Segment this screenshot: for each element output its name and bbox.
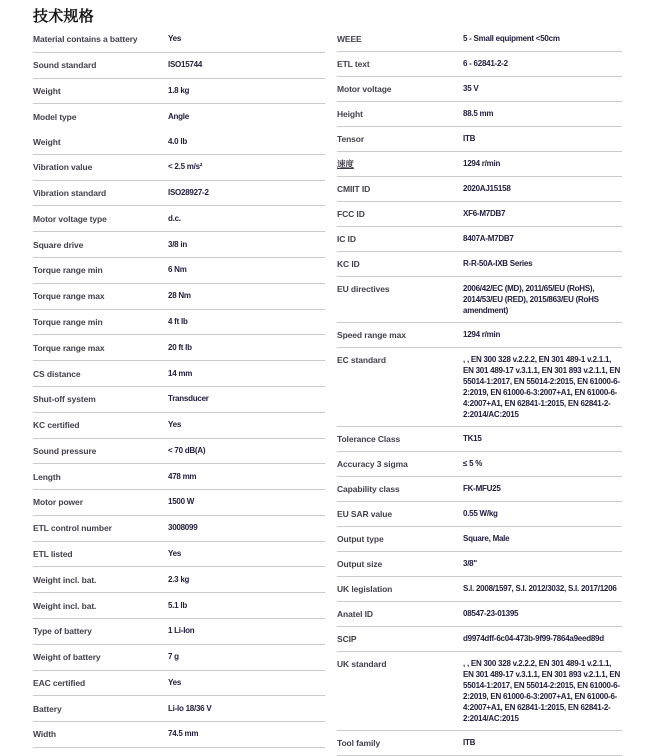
- spec-value: 3008099: [168, 523, 198, 533]
- spec-value: , , EN 300 328 v.2.2.2, EN 301 489-1 v.2.1.1, EN 301 489-17 v.3.1.1, EN 301 893 v.2.1.1, EN 55014-1:2017, EN 55014-2:2015, EN 61000-6-2:2019, EN 61000-6-3:2007+A1, EN 61000-6-4:2007+A1, EN 62841-1:2015, EN 62841-2-2:2014/AC:2015: [463, 659, 621, 723]
- spec-value: 14 mm: [168, 368, 193, 378]
- spec-row: [33, 464, 325, 490]
- spec-label: ETL listed: [33, 549, 73, 560]
- spec-row: [33, 387, 325, 413]
- spec-label: Width: [33, 729, 57, 740]
- spec-value: 1500 W: [168, 497, 195, 507]
- spec-value: 4 ft lb: [168, 316, 188, 326]
- spec-label-translated-term[interactable]: 速度: [337, 159, 354, 169]
- spec-value: 4.0 lb: [168, 136, 187, 146]
- spec-value: 6 - 62841-2-2: [463, 59, 508, 68]
- spec-row: [33, 335, 325, 361]
- spec-value: Yes: [168, 420, 182, 430]
- spec-value: 35 V: [463, 84, 479, 93]
- spec-label: Motor power: [33, 497, 83, 508]
- spec-row: [337, 323, 622, 348]
- spec-label: Length: [33, 471, 61, 482]
- spec-value: 1294 r/min: [463, 159, 501, 168]
- spec-label: WEEE: [337, 34, 362, 44]
- spec-value: < 70 dB(A): [168, 445, 206, 455]
- spec-row: [337, 477, 622, 502]
- spec-label: Anatel ID: [337, 609, 373, 619]
- spec-table-right: [337, 27, 622, 756]
- spec-value: Square, Male: [463, 534, 510, 543]
- spec-label: EU directives: [337, 284, 390, 294]
- spec-value: Yes: [168, 549, 182, 559]
- spec-row: [337, 602, 622, 627]
- spec-label: Motor voltage type: [33, 213, 107, 224]
- spec-label: KC ID: [337, 259, 360, 269]
- spec-row: [337, 52, 622, 77]
- spec-label: Square drive: [33, 239, 84, 250]
- spec-label: FCC ID: [337, 209, 365, 219]
- spec-columns: [33, 27, 634, 756]
- spec-label: UK standard: [337, 659, 387, 669]
- spec-value: 2020AJ15158: [463, 184, 511, 193]
- spec-label: Torque range max: [33, 342, 105, 353]
- spec-label: Vibration value: [33, 162, 93, 173]
- spec-row: [337, 102, 622, 127]
- spec-row: [337, 77, 622, 102]
- spec-row: [337, 27, 622, 52]
- spec-row: [33, 79, 325, 105]
- spec-row: [337, 452, 622, 477]
- spec-row: [33, 722, 325, 748]
- spec-label: SCIP: [337, 634, 357, 644]
- spec-label: IC ID: [337, 234, 356, 244]
- spec-label: Tool family: [337, 738, 381, 748]
- spec-row: [337, 731, 622, 756]
- spec-row: [33, 310, 325, 336]
- spec-label: Torque range min: [33, 316, 103, 327]
- spec-label: EC standard: [337, 355, 386, 365]
- spec-value: ITB: [463, 134, 476, 143]
- spec-row: [337, 552, 622, 577]
- spec-label: Speed range max: [337, 330, 406, 340]
- spec-label: Tensor: [337, 134, 365, 144]
- spec-row: [33, 53, 325, 79]
- spec-row: [33, 619, 325, 645]
- spec-value: 478 mm: [168, 471, 197, 481]
- spec-label: Weight incl. bat.: [33, 574, 97, 585]
- spec-row: [33, 696, 325, 722]
- spec-value: Yes: [168, 677, 182, 687]
- spec-row: [337, 152, 622, 177]
- spec-row: [33, 516, 325, 542]
- spec-label: Material contains a battery: [33, 34, 138, 45]
- spec-label: Torque range max: [33, 291, 105, 302]
- spec-value: 3/8": [463, 559, 477, 568]
- spec-label: Height: [337, 109, 363, 119]
- spec-value: Transducer: [168, 394, 209, 404]
- spec-row: [337, 427, 622, 452]
- spec-row: [337, 127, 622, 152]
- spec-label: Tolerance Class: [337, 434, 401, 444]
- spec-row: [33, 27, 325, 53]
- spec-row: [337, 348, 622, 427]
- spec-row: [337, 177, 622, 202]
- spec-label: Weight incl. bat.: [33, 600, 97, 611]
- spec-row: [33, 258, 325, 284]
- spec-row: [337, 252, 622, 277]
- spec-row: [33, 490, 325, 516]
- spec-row: [33, 439, 325, 465]
- spec-value: Li-Io 18/36 V: [168, 703, 212, 713]
- spec-label: Output type: [337, 534, 384, 544]
- spec-value: d.c.: [168, 213, 181, 223]
- spec-label: Model type: [33, 111, 77, 122]
- spec-label: Battery: [33, 703, 62, 714]
- spec-value: 5.1 lb: [168, 600, 187, 610]
- spec-label: Sound pressure: [33, 445, 97, 456]
- spec-label: KC certified: [33, 420, 80, 431]
- spec-row: [33, 413, 325, 439]
- spec-value: 1.8 kg: [168, 85, 190, 95]
- spec-value: 1294 r/min: [463, 330, 501, 339]
- page-title: 技术规格: [33, 8, 94, 25]
- spec-row: [337, 202, 622, 227]
- spec-value: Yes: [168, 34, 182, 44]
- spec-row: [337, 277, 622, 323]
- spec-value: ISO15744: [168, 60, 203, 70]
- spec-label: Output size: [337, 559, 383, 569]
- spec-row: [33, 129, 325, 155]
- spec-row: [33, 155, 325, 181]
- spec-value: 74.5 mm: [168, 729, 199, 739]
- spec-row: [33, 567, 325, 593]
- spec-row: [337, 627, 622, 652]
- spec-value: 7 g: [168, 652, 179, 662]
- spec-row: [337, 502, 622, 527]
- spec-value: R-R-50A-IXB Series: [463, 259, 533, 268]
- spec-value: < 2.5 m/s²: [168, 162, 203, 172]
- spec-label: Weight: [33, 136, 61, 147]
- spec-label: Capability class: [337, 484, 400, 494]
- spec-row: [337, 577, 622, 602]
- spec-label: Type of battery: [33, 626, 92, 637]
- spec-label: CMIIT ID: [337, 184, 371, 194]
- spec-row: [33, 206, 325, 232]
- spec-value: TK15: [463, 434, 482, 443]
- spec-row: [33, 361, 325, 387]
- spec-label: Vibration standard: [33, 188, 107, 199]
- spec-value: 6 Nm: [168, 265, 187, 275]
- spec-label: Torque range min: [33, 265, 103, 276]
- spec-value: 8407A-M7DB7: [463, 234, 514, 243]
- spec-row: [337, 652, 622, 731]
- spec-row: [33, 542, 325, 568]
- spec-value: 20 ft lb: [168, 342, 192, 352]
- spec-row: [33, 671, 325, 697]
- spec-value: XF6-M7DB7: [463, 209, 506, 218]
- spec-label: Motor voltage: [337, 84, 392, 94]
- spec-row: [33, 284, 325, 310]
- spec-value: 2006/42/EC (MD), 2011/65/EU (RoHS), 2014/53/EU (RED), 2015/863/EU (RoHS amendment): [463, 284, 599, 315]
- spec-value: d9974dff-6c04-473b-9f99-7864a9eed89d: [463, 634, 604, 643]
- spec-label: CS distance: [33, 368, 81, 379]
- spec-label: Weight of battery: [33, 652, 101, 663]
- spec-label: Weight: [33, 85, 61, 96]
- spec-row: [337, 227, 622, 252]
- spec-value: ≤ 5 %: [463, 459, 483, 468]
- spec-value: 3/8 in: [168, 239, 187, 249]
- spec-value: ISO28927-2: [168, 188, 209, 198]
- spec-value: 08547-23-01395: [463, 609, 519, 618]
- spec-label: UK legislation: [337, 584, 393, 594]
- spec-value: , , EN 300 328 v.2.2.2, EN 301 489-1 v.2.1.1, EN 301 489-17 v.3.1.1, EN 301 893 v.2.1.1, EN 55014-1:2017, EN 55014-2:2015, EN 61000-6-2:2019, EN 61000-6-3:2007+A1, EN 61000-6-4:2007+A1, EN 62841-1:2015, EN 62841-2-2:2014/AC:2015: [463, 355, 621, 419]
- spec-value: FK-MFU25: [463, 484, 501, 493]
- spec-row: [33, 645, 325, 671]
- spec-row: [337, 527, 622, 552]
- spec-row: [33, 104, 325, 129]
- spec-value: 0.55 W/kg: [463, 509, 498, 518]
- spec-label: ETL control number: [33, 523, 112, 534]
- spec-row: [33, 232, 325, 258]
- spec-label: Accuracy 3 sigma: [337, 459, 408, 469]
- spec-label: ETL text: [337, 59, 370, 69]
- spec-value: 88.5 mm: [463, 109, 494, 118]
- spec-value: 1 Li-Ion: [168, 626, 195, 636]
- spec-value: ITB: [463, 738, 476, 747]
- spec-label: EAC certified: [33, 677, 86, 688]
- spec-value: Angle: [168, 111, 189, 121]
- spec-label: EU SAR value: [337, 509, 393, 519]
- spec-row: [33, 593, 325, 619]
- spec-label: Sound standard: [33, 60, 97, 71]
- spec-label: Shut-off system: [33, 394, 96, 405]
- spec-table-left: [33, 27, 325, 748]
- spec-row: [33, 181, 325, 207]
- spec-value: 5 - Small equipment <50cm: [463, 34, 560, 43]
- spec-value: S.I. 2008/1597, S.I. 2012/3032, S.I. 2017/1206: [463, 584, 617, 593]
- spec-value: 2.3 kg: [168, 574, 190, 584]
- spec-value: 28 Nm: [168, 291, 191, 301]
